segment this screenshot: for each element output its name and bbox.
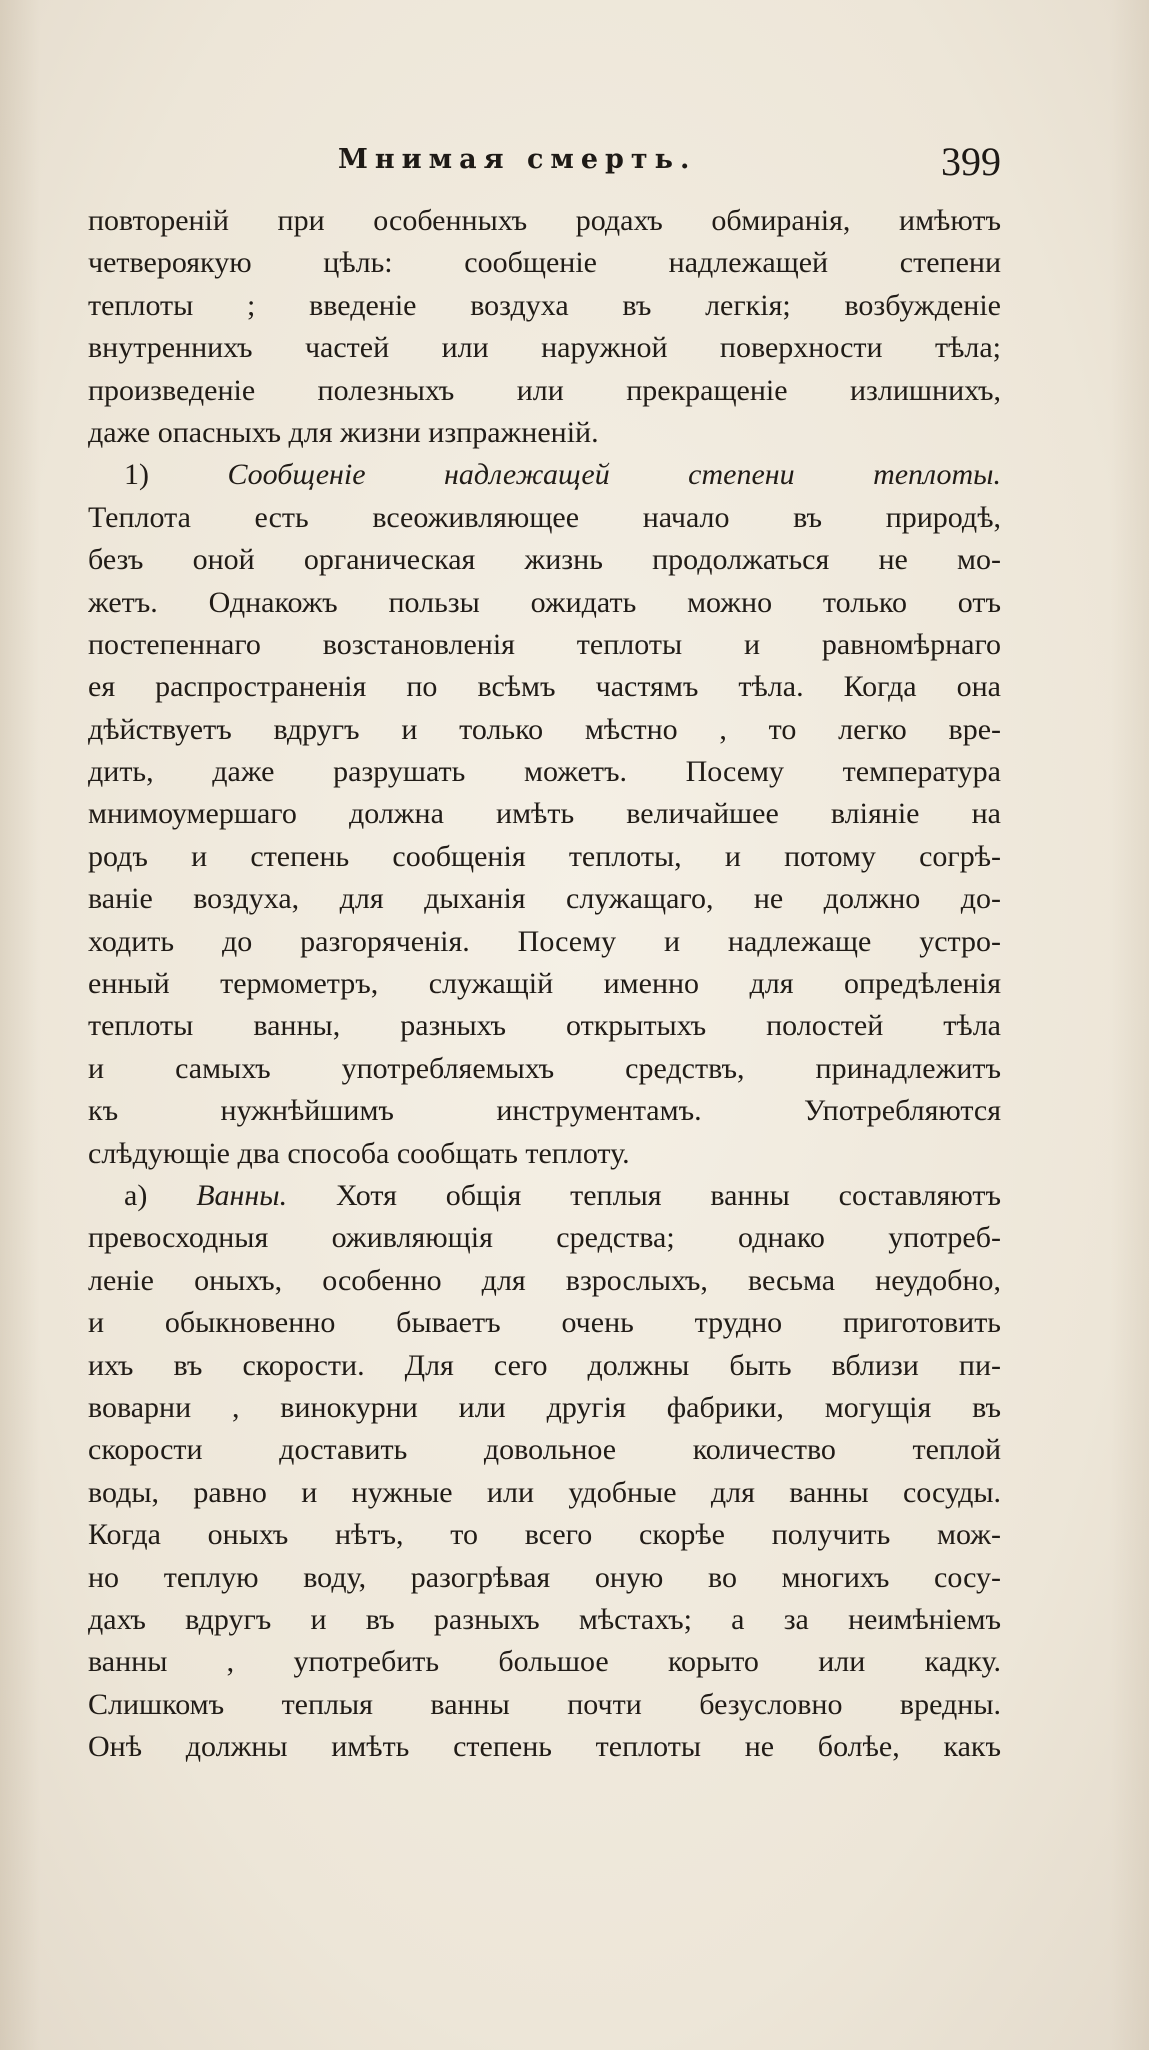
text-line-31: воды, равно и нужные или удобные для ванны сосуды. xyxy=(88,1475,1001,1509)
text-line-5: произведеніе полезныхъ или прекращеніе излишнихъ, xyxy=(88,373,1001,407)
text-line-12: ея распространенія по всѣмъ частямъ тѣла. Когда она xyxy=(88,670,1001,704)
text-line-35: ванны , употребить большое корыто или кадку. xyxy=(88,1645,1001,1679)
text-line-15: мнимоумершаго должна имѣть величайшее вліяніе на xyxy=(88,797,1001,831)
body-text xyxy=(88,200,1001,1768)
text-line-37: Онѣ должны имѣть степень теплоты не болѣе, какъ xyxy=(88,1730,1001,1764)
text-line-17: ваніе воздуха, для дыханія служащаго, не должно до- xyxy=(88,882,1001,916)
text-line-8: Теплота есть всеоживляющее начало въ природѣ, xyxy=(88,500,1001,534)
section-heading-1: 1) Сообщеніе надлежащей степени теплоты. xyxy=(124,458,1001,492)
text-line-9: безъ оной органическая жизнь продолжаться не мо- xyxy=(88,543,1001,577)
running-head: Мнимая смерть. xyxy=(338,144,697,175)
page-edge-left xyxy=(0,0,40,2050)
page-number: 399 xyxy=(941,139,1001,184)
section-title-warmth: Сообщеніе надлежащей степени теплоты. xyxy=(227,458,1001,492)
page-header xyxy=(88,138,1001,188)
text-line-21: и самыхъ употребляемыхъ средствъ, принадлежитъ xyxy=(88,1051,1001,1085)
text-line-36: Слишкомъ теплыя ванны почти безусловно вредны. xyxy=(88,1687,1001,1721)
text-line-18: ходить до разгоряченія. Посему и надлежаще устро- xyxy=(88,924,1001,958)
text-line-16: родъ и степень сообщенія теплоты, и потому согрѣ- xyxy=(88,839,1001,873)
text-line-25: превосходныя оживляющія средства; однако употреб- xyxy=(88,1221,1001,1255)
text-line-11: постепеннаго возстановленія теплоты и равномѣрнаго xyxy=(88,627,1001,661)
text-line-28: ихъ въ скорости. Для сего должны быть вблизи пи- xyxy=(88,1348,1001,1382)
text-line-22: къ нужнѣйшимъ инструментамъ. Употребляются xyxy=(88,1094,1001,1128)
text-line-27: и обыкновенно бываетъ очень трудно приготовить xyxy=(88,1306,1001,1340)
text-line-29: воварни , винокурни или другія фабрики, могущія въ xyxy=(88,1390,1001,1424)
text-line-33: но теплую воду, разогрѣвая оную во многихъ сосу- xyxy=(88,1560,1001,1594)
text-line-26: леніе оныхъ, особенно для взрослыхъ, весьма неудобно, xyxy=(88,1263,1001,1297)
section-heading-a: а) Ванны. Хотя общія теплыя ванны составляютъ xyxy=(124,1178,1001,1212)
text-line-10: жетъ. Однакожъ пользы ожидать можно только отъ xyxy=(88,585,1001,619)
text-line-32: Когда оныхъ нѣтъ, то всего скорѣе получить мож- xyxy=(88,1518,1001,1552)
text-line-14: дить, даже разрушать можетъ. Посему температура xyxy=(88,755,1001,789)
text-line-1: повтореній при особенныхъ родахъ обмиранія, имѣютъ xyxy=(88,204,1001,237)
text-line-6: даже опасныхъ для жизни изпражненій. xyxy=(88,415,599,449)
text-line-34: дахъ вдругъ и въ разныхъ мѣстахъ; а за неимѣніемъ xyxy=(88,1602,1001,1636)
text-line-3: теплоты ; введеніе воздуха въ легкія; возбужденіе xyxy=(88,288,1001,322)
text-line-23: слѣдующіе два способа сообщать теплоту. xyxy=(88,1136,630,1170)
text-line-19: енный термометръ, служащій именно для опредѣленія xyxy=(88,967,1001,1001)
page-edge-right xyxy=(1109,0,1149,2050)
text-line-4: внутреннихъ частей или наружной поверхности тѣла; xyxy=(88,331,1001,365)
section-title-baths: Ванны. xyxy=(196,1178,288,1212)
text-line-2: четвероякую цѣль: сообщеніе надлежащей степени xyxy=(88,246,1001,280)
text-line-20: теплоты ванны, разныхъ открытыхъ полостей тѣла xyxy=(88,1009,1001,1043)
text-line-30: скорости доставить довольное количество теплой xyxy=(88,1433,1001,1467)
text-line-13: дѣйствуетъ вдругъ и только мѣстно , то легко вре- xyxy=(88,712,1001,746)
